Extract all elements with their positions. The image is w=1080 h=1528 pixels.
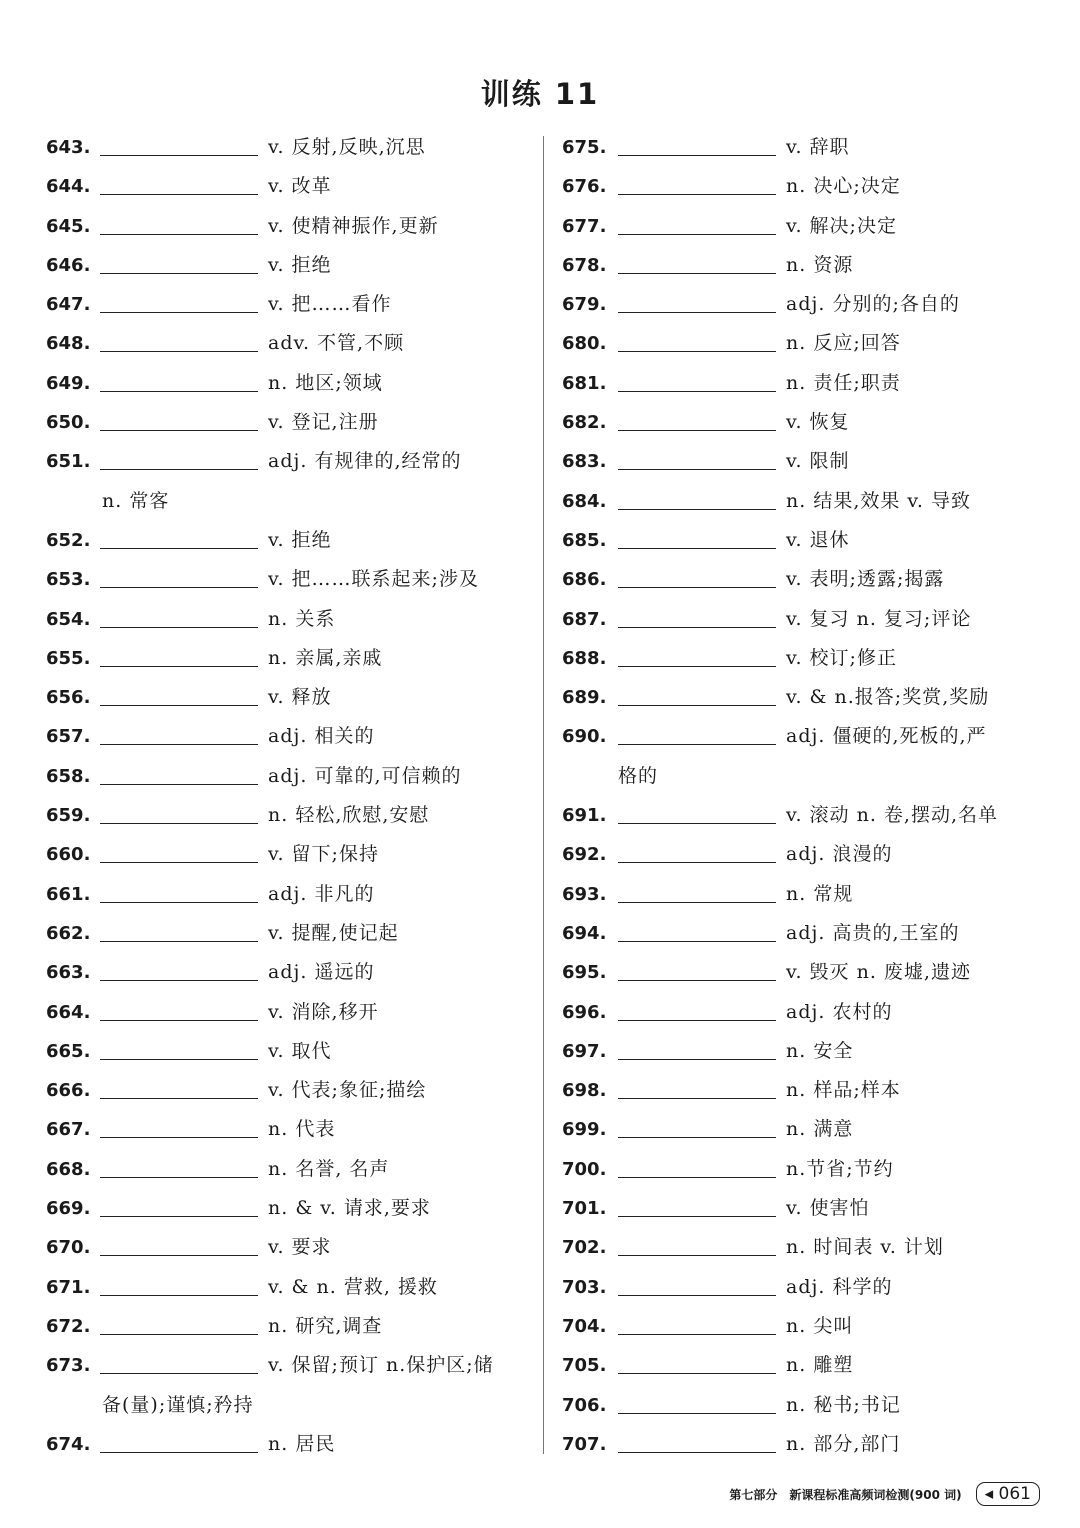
entry-number: 691. xyxy=(562,805,607,827)
answer-blank[interactable] xyxy=(618,666,776,667)
entry-definition: v. 反射,反映,沉思 xyxy=(268,136,426,158)
entry-definition: n. 轻松,欣慰,安慰 xyxy=(268,804,430,827)
vocab-entry xyxy=(46,600,536,639)
vocab-entry xyxy=(562,167,1042,206)
entry-number: 660. xyxy=(46,844,91,866)
vocab-entry xyxy=(46,1307,536,1346)
entry-definition: n. 代表 xyxy=(268,1118,336,1141)
entry-definition: adj. 高贵的,王室的 xyxy=(786,921,960,944)
entry-number: 704. xyxy=(562,1315,607,1337)
entry-number: 693. xyxy=(562,883,607,905)
entry-definition: adj. 遥远的 xyxy=(268,961,375,984)
entry-number: 657. xyxy=(46,726,91,748)
entry-definition: adj. 科学的 xyxy=(786,1275,893,1298)
entry-number: 699. xyxy=(562,1119,607,1141)
entry-number: 701. xyxy=(562,1198,607,1220)
entry-definition: v. 解决;决定 xyxy=(786,214,897,237)
entry-definition: n. & v. 请求,要求 xyxy=(268,1197,431,1220)
answer-blank[interactable] xyxy=(618,1216,776,1217)
vocab-entry xyxy=(46,639,536,678)
entry-number: 698. xyxy=(562,1080,607,1102)
entry-definition: n. 部分,部门 xyxy=(786,1432,901,1455)
entry-definition: v. 复习 n. 复习;评论 xyxy=(786,607,972,630)
entry-definition: v. 保留;预订 n.保护区;储 xyxy=(268,1354,494,1377)
vocab-entry xyxy=(46,796,536,835)
entry-definition: v. 代表;象征;描绘 xyxy=(268,1079,427,1102)
answer-blank[interactable] xyxy=(618,469,776,470)
answer-blank[interactable] xyxy=(618,1177,776,1178)
vocab-entry xyxy=(562,207,1042,246)
entry-number: 655. xyxy=(46,647,91,669)
entry-definition: n. 安全 xyxy=(786,1039,854,1062)
vocab-entry xyxy=(562,953,1042,992)
vocab-entry xyxy=(46,835,536,874)
entry-definition: v. 恢复 xyxy=(786,411,850,434)
entry-definition-continued: 备(量);谨慎;矜持 xyxy=(102,1393,254,1416)
answer-blank[interactable] xyxy=(618,941,776,942)
entry-definition: adj. 僵硬的,死板的,严 xyxy=(786,725,987,748)
entry-definition: v. 要求 xyxy=(268,1236,332,1259)
entry-definition: n. 研究,调查 xyxy=(268,1314,383,1337)
vocab-entry xyxy=(46,1228,536,1267)
answer-blank[interactable] xyxy=(618,705,776,706)
entry-definition: v. 留下;保持 xyxy=(268,843,379,866)
answer-blank[interactable] xyxy=(618,548,776,549)
vocab-entry xyxy=(46,1425,536,1464)
entry-number: 703. xyxy=(562,1276,607,1298)
vocab-entry xyxy=(562,1346,1042,1385)
entry-definition: n. 资源 xyxy=(786,253,854,276)
entry-number: 689. xyxy=(562,687,607,709)
entry-number: 671. xyxy=(46,1276,91,1298)
page-title: 训练 11 xyxy=(480,77,600,111)
answer-blank[interactable] xyxy=(100,1098,258,1099)
answer-blank[interactable] xyxy=(618,980,776,981)
entry-number: 646. xyxy=(46,254,91,276)
answer-blank[interactable] xyxy=(618,587,776,588)
entry-number: 673. xyxy=(46,1355,91,1377)
entry-number: 648. xyxy=(46,333,91,355)
answer-blank[interactable] xyxy=(618,823,776,824)
entry-number: 650. xyxy=(46,412,91,434)
answer-blank[interactable] xyxy=(618,391,776,392)
answer-blank[interactable] xyxy=(618,1413,776,1414)
answer-blank[interactable] xyxy=(100,980,258,981)
answer-blank[interactable] xyxy=(618,1334,776,1335)
right-column xyxy=(562,128,1042,1464)
entry-number: 669. xyxy=(46,1198,91,1220)
vocab-entry xyxy=(46,246,536,285)
entry-definition: v. 消除,移开 xyxy=(268,1000,379,1023)
entry-definition: v. 毁灭 n. 废墟,遗迹 xyxy=(786,961,971,984)
entry-definition: v. 限制 xyxy=(786,450,850,473)
vocab-entry xyxy=(562,403,1042,442)
vocab-entry xyxy=(562,246,1042,285)
answer-blank[interactable] xyxy=(618,194,776,195)
vocab-entry xyxy=(46,207,536,246)
entry-number: 644. xyxy=(46,176,91,198)
column-divider xyxy=(543,136,544,1454)
entry-definition: v. 使害怕 xyxy=(786,1197,870,1220)
vocab-entry xyxy=(562,1071,1042,1110)
entry-definition: v. 改革 xyxy=(268,175,332,198)
vocab-entry xyxy=(562,796,1042,835)
entry-number: 681. xyxy=(562,372,607,394)
vocab-entry xyxy=(46,403,536,442)
entry-number: 707. xyxy=(562,1433,607,1455)
vocab-entry xyxy=(562,875,1042,914)
vocab-entry xyxy=(562,560,1042,599)
entry-number: 702. xyxy=(562,1237,607,1259)
entry-definition: n. 责任;职责 xyxy=(786,371,901,394)
answer-blank[interactable] xyxy=(100,351,258,352)
vocab-entry xyxy=(562,1150,1042,1189)
vocab-entry xyxy=(46,1150,536,1189)
vocab-entry xyxy=(562,285,1042,324)
vocab-entry xyxy=(562,600,1042,639)
vocab-entry xyxy=(46,993,536,1032)
answer-blank[interactable] xyxy=(618,234,776,235)
answer-blank[interactable] xyxy=(618,312,776,313)
page-number: ◂ 061 xyxy=(976,1482,1040,1506)
answer-blank[interactable] xyxy=(100,627,258,628)
vocab-entry xyxy=(562,914,1042,953)
entry-definition: adj. 可靠的,可信赖的 xyxy=(268,764,462,787)
vocab-entry xyxy=(46,678,536,717)
entry-definition: n.节省;节约 xyxy=(786,1157,894,1180)
entry-number: 683. xyxy=(562,451,607,473)
entry-number: 676. xyxy=(562,176,607,198)
entry-number: 659. xyxy=(46,805,91,827)
vocab-entry xyxy=(46,1032,536,1071)
vocab-entry xyxy=(46,953,536,992)
entry-number: 668. xyxy=(46,1158,91,1180)
entry-definition: v. 拒绝 xyxy=(268,528,332,551)
vocab-entry xyxy=(562,1268,1042,1307)
entry-number: 664. xyxy=(46,1001,91,1023)
answer-blank[interactable] xyxy=(100,744,258,745)
entry-definition: adj. 浪漫的 xyxy=(786,843,893,866)
answer-blank[interactable] xyxy=(618,351,776,352)
answer-blank[interactable] xyxy=(100,548,258,549)
entry-number: 679. xyxy=(562,294,607,316)
vocab-entry xyxy=(46,128,536,167)
entry-definition: n. 亲属,亲戚 xyxy=(268,646,383,669)
entry-definition: n. 名誉, 名声 xyxy=(268,1157,390,1180)
vocab-entry xyxy=(46,1189,536,1228)
entry-number: 645. xyxy=(46,215,91,237)
answer-blank[interactable] xyxy=(100,1334,258,1335)
answer-blank[interactable] xyxy=(100,1059,258,1060)
answer-blank[interactable] xyxy=(618,627,776,628)
entry-definition: v. 校订;修正 xyxy=(786,646,897,669)
vocab-entry xyxy=(562,128,1042,167)
entry-definition: n. 秘书;书记 xyxy=(786,1393,901,1416)
vocab-entry xyxy=(46,757,536,796)
entry-number: 672. xyxy=(46,1315,91,1337)
entry-definition: adj. 分别的;各自的 xyxy=(786,293,960,316)
entry-definition-continued: 格的 xyxy=(618,764,659,787)
vocab-entry xyxy=(46,717,536,756)
vocab-entry xyxy=(46,285,536,324)
vocab-entry xyxy=(46,1071,536,1110)
answer-blank[interactable] xyxy=(618,1255,776,1256)
entry-definition: n. 居民 xyxy=(268,1432,336,1455)
vocab-entry xyxy=(46,167,536,206)
answer-blank[interactable] xyxy=(100,784,258,785)
entry-definition: n. 满意 xyxy=(786,1118,854,1141)
vocab-entry xyxy=(46,521,536,560)
answer-blank[interactable] xyxy=(100,862,258,863)
entry-definition: adj. 非凡的 xyxy=(268,882,375,905)
answer-blank[interactable] xyxy=(618,1020,776,1021)
answer-blank[interactable] xyxy=(100,1373,258,1374)
vocab-entry xyxy=(46,560,536,599)
answer-blank[interactable] xyxy=(100,155,258,156)
vocab-entry xyxy=(562,364,1042,403)
vocab-entry xyxy=(46,364,536,403)
vocab-entry xyxy=(46,875,536,914)
entry-definition: n. 样品;样本 xyxy=(786,1079,901,1102)
vocab-entry xyxy=(46,324,536,363)
entry-definition: adv. 不管,不顾 xyxy=(268,332,405,355)
vocab-entry xyxy=(562,1386,1042,1425)
answer-blank[interactable] xyxy=(100,1295,258,1296)
entry-number: 677. xyxy=(562,215,607,237)
entry-number: 663. xyxy=(46,962,91,984)
entry-definition: v. 使精神振作,更新 xyxy=(268,214,439,237)
entry-definition: v. 登记,注册 xyxy=(268,411,379,434)
vocab-entry xyxy=(46,914,536,953)
vocab-entry xyxy=(562,1228,1042,1267)
footer-book-title: 新课程标准高频词检测(900 词) xyxy=(789,1487,962,1502)
answer-blank[interactable] xyxy=(618,1373,776,1374)
vocab-entry xyxy=(46,1110,536,1149)
answer-blank[interactable] xyxy=(618,155,776,156)
answer-blank[interactable] xyxy=(100,1255,258,1256)
answer-blank[interactable] xyxy=(100,194,258,195)
answer-blank[interactable] xyxy=(100,1452,258,1453)
entry-definition: v. 辞职 xyxy=(786,136,850,158)
entry-number: 678. xyxy=(562,254,607,276)
entry-number: 696. xyxy=(562,1001,607,1023)
entry-number: 684. xyxy=(562,490,607,512)
answer-blank[interactable] xyxy=(100,391,258,392)
answer-blank[interactable] xyxy=(618,744,776,745)
entry-definition: v. 释放 xyxy=(268,686,332,709)
entry-definition: v. & n. 营救, 援救 xyxy=(268,1275,438,1298)
entry-number: 665. xyxy=(46,1040,91,1062)
vocab-entry xyxy=(562,1189,1042,1228)
vocab-entry xyxy=(562,1110,1042,1149)
entry-number: 682. xyxy=(562,412,607,434)
entry-definition: n. 决心;决定 xyxy=(786,175,901,198)
answer-blank[interactable] xyxy=(100,705,258,706)
entry-number: 686. xyxy=(562,569,607,591)
entry-definition: v. 取代 xyxy=(268,1039,332,1062)
entry-number: 651. xyxy=(46,451,91,473)
entry-number: 674. xyxy=(46,1433,91,1455)
entry-number: 666. xyxy=(46,1080,91,1102)
answer-blank[interactable] xyxy=(100,1020,258,1021)
footer-section: 第七部分 xyxy=(729,1487,778,1502)
entry-definition: adj. 农村的 xyxy=(786,1000,893,1023)
vocab-entry xyxy=(562,993,1042,1032)
answer-blank[interactable] xyxy=(618,1137,776,1138)
entry-definition: n. 时间表 v. 计划 xyxy=(786,1236,944,1259)
entry-number: 656. xyxy=(46,687,91,709)
vocab-entry xyxy=(46,1268,536,1307)
entry-number: 695. xyxy=(562,962,607,984)
entry-definition: v. 滚动 n. 卷,摆动,名单 xyxy=(786,804,998,827)
entry-number: 647. xyxy=(46,294,91,316)
entry-number: 649. xyxy=(46,372,91,394)
answer-blank[interactable] xyxy=(618,902,776,903)
entry-definition: v. 表明;透露;揭露 xyxy=(786,568,945,591)
entry-definition: n. 反应;回答 xyxy=(786,332,901,355)
entry-number: 692. xyxy=(562,844,607,866)
entry-number: 654. xyxy=(46,608,91,630)
answer-blank[interactable] xyxy=(100,312,258,313)
vocab-entry xyxy=(562,482,1042,521)
entry-definition: n. 常规 xyxy=(786,882,854,905)
entry-number: 697. xyxy=(562,1040,607,1062)
vocab-entry xyxy=(562,639,1042,678)
answer-blank[interactable] xyxy=(618,862,776,863)
vocab-entry xyxy=(562,521,1042,560)
entry-number: 705. xyxy=(562,1355,607,1377)
page-footer xyxy=(729,1482,1040,1506)
answer-blank[interactable] xyxy=(100,469,258,470)
entry-number: 687. xyxy=(562,608,607,630)
entry-number: 643. xyxy=(46,137,91,158)
answer-blank[interactable] xyxy=(100,273,258,274)
answer-blank[interactable] xyxy=(618,1059,776,1060)
entry-number: 661. xyxy=(46,883,91,905)
entry-definition: n. 地区;领域 xyxy=(268,371,383,394)
left-column xyxy=(46,128,536,1464)
entry-definition: v. & n.报答;奖赏,奖励 xyxy=(786,686,990,709)
entry-definition: n. 尖叫 xyxy=(786,1314,854,1337)
answer-blank[interactable] xyxy=(618,430,776,431)
answer-blank[interactable] xyxy=(618,273,776,274)
entry-number: 652. xyxy=(46,529,91,551)
answer-blank[interactable] xyxy=(618,509,776,510)
entry-number: 706. xyxy=(562,1394,607,1416)
answer-blank[interactable] xyxy=(618,1452,776,1453)
vocab-entry xyxy=(562,1425,1042,1464)
entry-number: 658. xyxy=(46,765,91,787)
entry-number: 694. xyxy=(562,922,607,944)
entry-number: 690. xyxy=(562,726,607,748)
entry-number: 685. xyxy=(562,529,607,551)
entry-number: 653. xyxy=(46,569,91,591)
answer-blank[interactable] xyxy=(100,666,258,667)
answer-blank[interactable] xyxy=(618,1295,776,1296)
answer-blank[interactable] xyxy=(100,1137,258,1138)
answer-blank[interactable] xyxy=(100,234,258,235)
entry-definition: n. 雕塑 xyxy=(786,1354,854,1377)
entry-number: 675. xyxy=(562,137,607,158)
entry-number: 700. xyxy=(562,1158,607,1180)
entry-definition: n. 结果,效果 v. 导致 xyxy=(786,489,971,512)
answer-blank[interactable] xyxy=(100,823,258,824)
vocab-entry xyxy=(562,835,1042,874)
entry-definition: v. 提醒,使记起 xyxy=(268,921,399,944)
vocab-entry xyxy=(562,678,1042,717)
entry-definition: adj. 有规律的,经常的 xyxy=(268,450,462,473)
vocab-entry xyxy=(46,442,536,481)
vocab-entry xyxy=(562,717,1042,756)
answer-blank[interactable] xyxy=(100,902,258,903)
vocab-entry xyxy=(562,324,1042,363)
vocab-entry xyxy=(562,1307,1042,1346)
answer-blank[interactable] xyxy=(100,1216,258,1217)
entry-definition-continued: n. 常客 xyxy=(102,489,170,512)
answer-blank[interactable] xyxy=(100,587,258,588)
entry-definition: v. 退休 xyxy=(786,528,850,551)
entry-number: 662. xyxy=(46,922,91,944)
entry-definition: v. 把……联系起来;涉及 xyxy=(268,568,479,591)
entry-number: 680. xyxy=(562,333,607,355)
entry-number: 688. xyxy=(562,647,607,669)
entry-number: 667. xyxy=(46,1119,91,1141)
entry-definition: adj. 相关的 xyxy=(268,725,375,748)
entry-definition: v. 拒绝 xyxy=(268,253,332,276)
entry-definition: n. 关系 xyxy=(268,607,336,630)
answer-blank[interactable] xyxy=(100,941,258,942)
vocab-entry xyxy=(46,1346,536,1385)
vocab-entry xyxy=(562,1032,1042,1071)
answer-blank[interactable] xyxy=(100,1177,258,1178)
answer-blank[interactable] xyxy=(100,430,258,431)
vocab-entry xyxy=(562,442,1042,481)
answer-blank[interactable] xyxy=(618,1098,776,1099)
entry-definition: v. 把……看作 xyxy=(268,293,392,316)
entry-number: 670. xyxy=(46,1237,91,1259)
